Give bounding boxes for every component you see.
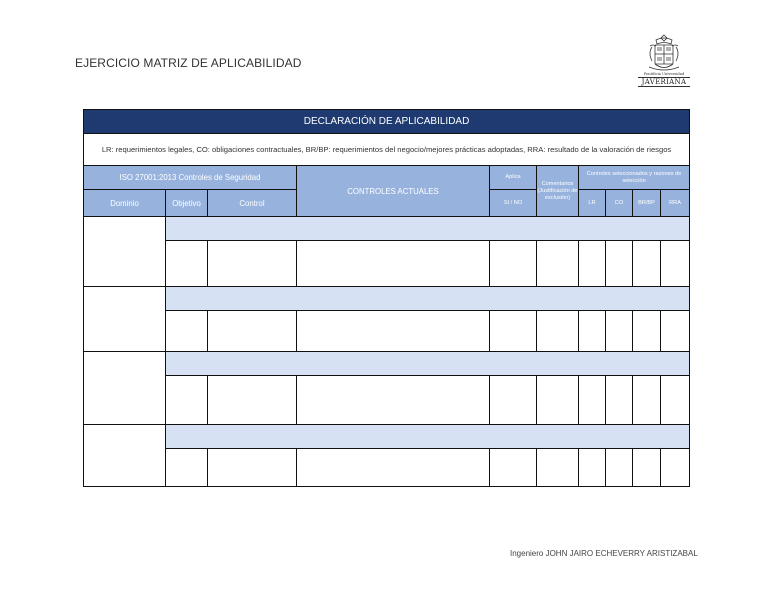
co-header: CO (606, 190, 633, 217)
table-cell[interactable] (579, 241, 606, 287)
table-cell[interactable] (297, 241, 490, 287)
table-cell[interactable] (661, 311, 690, 352)
brbp-header: BR/BP (633, 190, 661, 217)
table-cell[interactable] (579, 311, 606, 352)
table-cell[interactable] (606, 376, 633, 425)
logo-line-1: Pontificia Universidad (643, 72, 685, 76)
objective-band[interactable] (166, 287, 690, 311)
table-cell[interactable] (606, 311, 633, 352)
table-cell[interactable] (297, 376, 490, 425)
comentarios-header: Comentarios (Justificación de exclusión) (537, 166, 579, 217)
table-cell[interactable] (537, 311, 579, 352)
table-cell[interactable] (297, 311, 490, 352)
table-cell[interactable] (490, 311, 537, 352)
table-cell[interactable] (633, 449, 661, 487)
lr-header: LR (579, 190, 606, 217)
control-header: Control (208, 190, 297, 217)
table-cell[interactable] (166, 376, 208, 425)
si-no-header: SI / NO (490, 190, 537, 217)
table-cell[interactable] (297, 449, 490, 487)
dominio-cell[interactable] (84, 217, 166, 287)
table-cell[interactable] (166, 311, 208, 352)
iso-header: ISO 27001:2013 Controles de Seguridad (84, 166, 297, 190)
table-cell[interactable] (661, 449, 690, 487)
controles-actuales-header: CONTROLES ACTUALES (297, 166, 490, 217)
table-cell[interactable] (166, 241, 208, 287)
table-cell[interactable] (606, 449, 633, 487)
table-cell[interactable] (537, 241, 579, 287)
table-cell[interactable] (490, 376, 537, 425)
objetivo-header: Objetivo (166, 190, 208, 217)
table-cell[interactable] (537, 449, 579, 487)
aplica-header: Aplica (490, 166, 537, 190)
table-cell[interactable] (633, 241, 661, 287)
logo-line-2: JAVERIANA (638, 77, 690, 87)
table-cell[interactable] (208, 449, 297, 487)
table-cell[interactable] (490, 241, 537, 287)
table-cell[interactable] (537, 376, 579, 425)
table-legend: LR: requerimientos legales, CO: obligaciones contractuales, BR/BP: requerimientos del negocio/mejores prácticas adoptadas, RRA: resultado de la valoración de riesgos (84, 134, 690, 166)
objective-band[interactable] (166, 425, 690, 449)
dominio-header: Dominio (84, 190, 166, 217)
document-title: EJERCICIO MATRIZ DE APLICABILIDAD (75, 56, 302, 70)
dominio-cell[interactable] (84, 287, 166, 352)
table-cell[interactable] (661, 241, 690, 287)
objective-band[interactable] (166, 217, 690, 241)
table-cell[interactable] (490, 449, 537, 487)
table-cell[interactable] (579, 376, 606, 425)
table-cell[interactable] (606, 241, 633, 287)
objective-band[interactable] (166, 352, 690, 376)
rra-header: RRA (661, 190, 690, 217)
controles-seleccionados-header: Controles seleccionados y razones de selección (579, 166, 690, 190)
table-cell[interactable] (633, 311, 661, 352)
applicability-matrix (83, 109, 690, 487)
coat-of-arms-icon (646, 34, 682, 72)
table-cell[interactable] (579, 449, 606, 487)
table-cell[interactable] (166, 449, 208, 487)
footer-author: Ingeniero JOHN JAIRO ECHEVERRY ARISTIZABAL (510, 549, 698, 558)
table-cell[interactable] (661, 376, 690, 425)
university-logo (638, 34, 690, 92)
table-cell[interactable] (208, 311, 297, 352)
table-title: DECLARACIÓN DE APLICABILIDAD (84, 110, 690, 134)
table-cell[interactable] (208, 376, 297, 425)
dominio-cell[interactable] (84, 425, 166, 487)
table-cell[interactable] (208, 241, 297, 287)
dominio-cell[interactable] (84, 352, 166, 425)
table-cell[interactable] (633, 376, 661, 425)
